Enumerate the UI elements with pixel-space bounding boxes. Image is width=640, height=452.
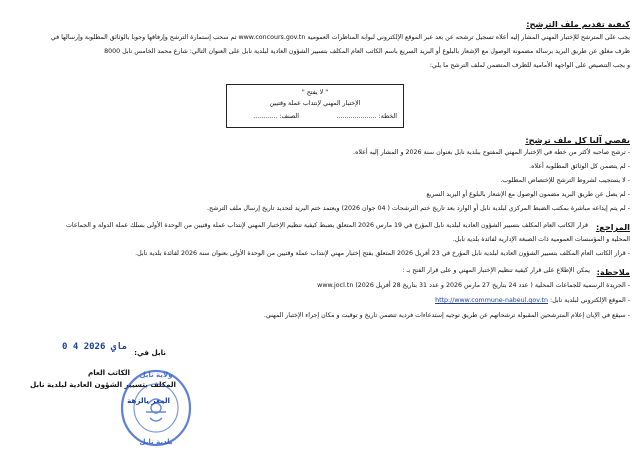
box-field-grade: الخطة: .................... xyxy=(336,113,397,120)
exclusion-item-5: - لم يتم إيداعه مباشرة بمكتب الضبط المركزي لبلدية نابل أو الوارد بعد تاريخ ختم الترشحات ( 04 جوان 2026) ويعتمد ختم البريد لتحديد تاريخ إرسال ملف الترشح. xyxy=(207,206,630,212)
exclusion-item-1: - ترشح صاحبه لأكثر من خطة في الإختبار المهني المفتوح ببلدية نابل بعنوان سنة 2026 و المشار إليه أعلاه. xyxy=(353,150,630,156)
note-intro: يمكن الإطلاع على قرار كيفية تنظيم الإختبار المهني و على قرار الفتح بـ : xyxy=(402,267,590,274)
section-heading-references: المراجع: xyxy=(595,222,630,232)
application-line-1: يجب على المترشح للإختبار المهني المشار إليه أعلاه تسجيل ترشحه عن بعد عبر الموقع الإلكتروني لبوابة المناظرات العمومية www.concours.gov.tn ثم سحب إستمارة الترشح وإرفاقها وجوبا بالوثائق المطلوبة وإرسالها في xyxy=(50,34,630,41)
section-heading-note: ملاحظة: xyxy=(596,267,630,277)
application-line-2: ظرف مغلق عن طريق البريد برسالة مضمونة الوصول مع الإشعار بالبلوغ أو البريد السريع باسم الكاتب العام المكلف بتسيير الشؤون العادية لبلدية نابل على العنوان التالي: شارع محمد الخامس نابل 8000 xyxy=(104,48,630,55)
exclusion-item-3: - لا يستجيب لشروط الترشح للإختصاص المطلوب. xyxy=(500,178,630,184)
reference-line-3: - قرار الكاتب العام المكلف بتسيير الشؤون العادية لبلدية نابل المؤرخ في 23 أفريل 2026 المتعلق بفتح إختبار مهني لإنتداب عملة وقتيين من الوحدة الأولى بعنوان سنة 2026 لفائدة بلدية نابل. xyxy=(135,251,630,257)
stamp-bottom-text: بلدية نابل xyxy=(139,438,173,446)
signature-role-1: الكاتب العام xyxy=(87,368,130,377)
section-heading-exclusion: يقصى آليا كل ملف ترشح: xyxy=(525,135,630,145)
note-official-journal: - الجريدة الرسمية للجماعات المحلية ( عدد 24 بتاريخ 27 مارس 2026 و عدد 31 بتاريخ 28 أفريل 2026) www.jocl.tn xyxy=(317,283,630,289)
box-exam-title: الإختبار المهني لإنتداب عملة وقتيين xyxy=(269,100,361,107)
box-field-category: الصنف: ............ xyxy=(253,113,299,120)
municipality-stamp xyxy=(118,364,194,448)
handwritten-date: 0 4 ماي 2026 xyxy=(62,342,128,352)
signature-place: نابل في: xyxy=(134,348,166,357)
exclusion-item-2: - لم يتضمن كل الوثائق المطلوبة أعلاه. xyxy=(529,164,630,170)
application-line-3: و يجب التنصيص على الواجهة الأمامية للظرف المتضمن لملف الترشح ما يلي: xyxy=(429,62,630,69)
reference-line-1: قرار الكاتب العام المكلف بتسيير الشؤون العادية لبلدية نابل المؤرخ في 19 مارس 2026 المتعلق بضبط كيفية تنظيم الإختبار المهني لإنتداب عملة وقتيين من الوحدة الأولى بسلك عملة الدولة و الجماعات xyxy=(66,222,588,229)
envelope-note-box xyxy=(226,84,404,128)
stamp-top-text: ولاية نابل xyxy=(139,371,173,379)
reference-line-2: المحلية و المؤسسات العمومية ذات الصبغة الإدارية لفائدة بلدية نابل. xyxy=(452,236,630,243)
box-do-not-open: " لا يفتح " xyxy=(301,89,329,96)
note-website-line: - الموقع الإلكتروني لبلدية نابل: http://www.commune-nabeul.gov.tn xyxy=(435,298,630,304)
municipality-website-link[interactable]: http://www.commune-nabeul.gov.tn xyxy=(435,297,548,304)
exclusion-item-4: - لم يصل عن طريق البريد مضمون الوصول مع الإشعار بالبلوغ أو البريد السريع xyxy=(426,192,630,198)
section-heading-application: كيفية تقديم ملف الترشح: xyxy=(526,19,630,29)
signature-name: المعز بالزهة xyxy=(127,396,170,405)
note-convocation: - سيقع في الإبان إعلام المترشحين المقبولة ترشحاتهم عن طريق توجيه إستدعاءات فردية تتضمن تاريخ و توقيت و مكان إجراء الإختبار المهني. xyxy=(264,313,630,319)
signature-role-2: المكلف بتسيير الشؤون العادية لبلدية نابل xyxy=(30,380,176,389)
